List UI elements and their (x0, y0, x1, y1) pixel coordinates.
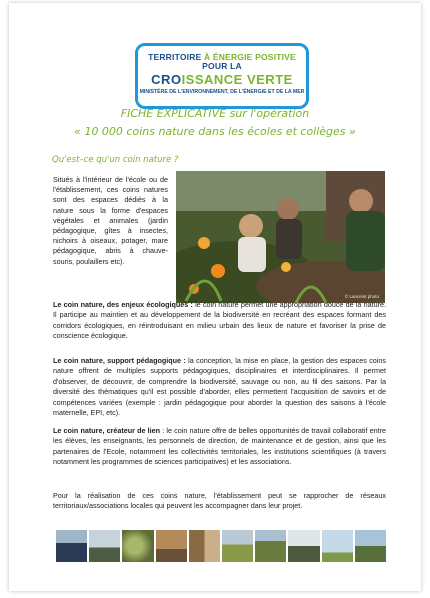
paragraph-body: le coin nature permet une appropriation douce de la nature. Il participe au maintien et au développement de la biodiversité en recréant des espaces formant des corridors écologiques, en réintroduisant en milieu urbain des lieux de nature et favoriser la prise de conscience écologique. (53, 300, 386, 341)
document-subtitle: « 10 000 coins nature dans les écoles et collèges » (74, 125, 356, 138)
paragraph-networks: Pour la réalisation de ces coins nature, l'établissement peut se rapprocher de réseaux territoriaux/associations locales qui peuvent les accompagner dans leur projet. (53, 491, 386, 511)
photo-credit: © Lancelot photo (344, 294, 379, 299)
paragraph-body: la conception, la mise en place, la gestion des espaces coins nature offrent de multiples supports pédagogiques, disciplinaires et interdisciplinaires. Il permet d'observer, de découvrir, de comprendre la biodiversité, sauvage ou non, au fil des saisons. Par la diversité des thématiques qu'il est possible d'aborder, elles permettent l'acquisition de savoirs et de compétences variées (exemple : jardin pédagogique pour aborder la question des saisons à l'école maternelle, EPI, etc). (53, 356, 386, 418)
greenhouse-thumbnail (288, 530, 319, 562)
logo-line-1: TERRITOIRE À ÉNERGIE POSITIVE POUR LA (148, 52, 296, 71)
wood-building-thumbnail (189, 530, 220, 562)
landscape-thumbnail (355, 530, 386, 562)
children-gardening-photo (176, 171, 385, 303)
paragraph-body: : le coin nature offre de belles opportunités de travail collaboratif entre les élèves, les enseignants, les personnels de direction, de maintenance et de gestion, ainsi que les partenaires de l'Ecole, notamment les collectivités territoriales, les institutions scientifiques (à travers notamment les programmes de sciences participatives) et les associations. (53, 426, 387, 467)
paragraph-heading: Le coin nature, des enjeux écologiques : (53, 300, 193, 309)
paragraph-pedagogical-support (53, 356, 386, 418)
document-page (9, 3, 421, 591)
electric-car-thumbnail (89, 530, 120, 562)
photo-illustration (176, 171, 385, 303)
tepcv-logo (135, 43, 309, 109)
vegetables-thumbnail (122, 530, 153, 562)
document-title: FICHE EXPLICATIVE sur l'opération (120, 107, 310, 120)
trees-thumbnail (255, 530, 286, 562)
paragraph-ecological-stakes (53, 300, 386, 342)
photo-strip (56, 530, 386, 562)
paragraph-link-creator (53, 426, 386, 468)
paragraph-heading: Le coin nature, créateur de lien (53, 426, 161, 435)
logo-line-2: CROISSANCE VERTE (151, 72, 293, 87)
intro-paragraph: Situés à l'intérieur de l'école ou de l'établissement, ces coins natures sont des espaces dédiés à la nature sous la forme d'espaces végétales et animales (jardin pédagogique, gîtes à insectes, nichoirs à oiseaux, potager, mare pédagogique, abris à chauve-souris, poulaillers etc). (53, 175, 168, 266)
building-thumbnail (156, 530, 187, 562)
field-thumbnail (222, 530, 253, 562)
wind-turbines-thumbnail (322, 530, 353, 562)
section-question: Qu'est–ce qu'un coin nature ? (52, 155, 179, 165)
paragraph-heading: Le coin nature, support pédagogique : (53, 356, 186, 365)
logo-line-3: MINISTÈRE DE L'ENVIRONNEMENT, DE L'ÉNERGIE ET DE LA MER (139, 89, 305, 95)
solar-panels-thumbnail (56, 530, 87, 562)
